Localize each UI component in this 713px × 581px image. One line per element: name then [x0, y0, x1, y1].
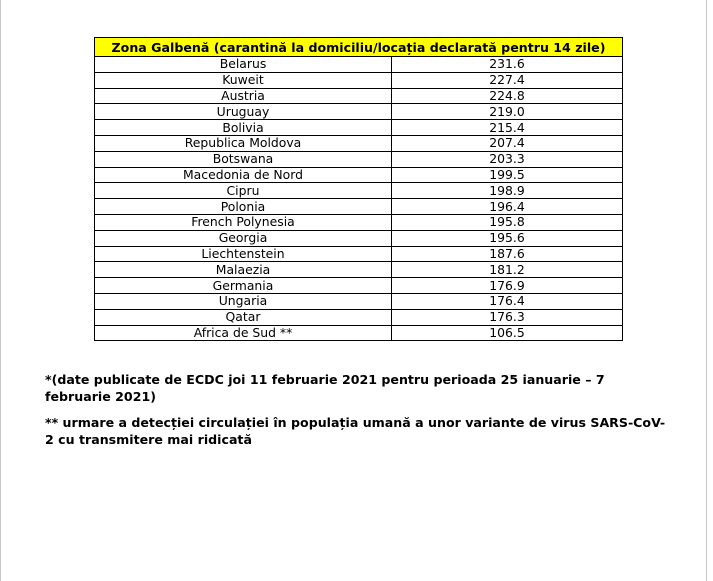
table-row: [95, 214, 623, 230]
source-footnote: *(date publicate de ECDC joi 11 februarie 2021 pentru perioada 25 ianuarie – 7 februarie 2021): [45, 372, 605, 404]
table-header-row: [95, 38, 623, 57]
country-cell: Republica Moldova: [95, 135, 392, 151]
table-row: [95, 325, 623, 341]
table-row: [95, 230, 623, 246]
table-row: [95, 293, 623, 309]
country-cell: Macedonia de Nord: [95, 167, 392, 183]
country-cell: Kuweit: [95, 72, 392, 88]
country-cell: Liechtenstein: [95, 246, 392, 262]
value-cell: 106.5: [392, 325, 623, 341]
country-cell: Qatar: [95, 309, 392, 325]
table-row: [95, 167, 623, 183]
table-row: [95, 72, 623, 88]
country-cell: Uruguay: [95, 104, 392, 120]
value-cell: 176.4: [392, 293, 623, 309]
table-row: [95, 278, 623, 294]
value-cell: 227.4: [392, 72, 623, 88]
country-cell: Georgia: [95, 230, 392, 246]
country-cell: Ungaria: [95, 293, 392, 309]
value-cell: 181.2: [392, 262, 623, 278]
country-cell: Botswana: [95, 151, 392, 167]
table-row: [95, 262, 623, 278]
country-cell: Africa de Sud **: [95, 325, 392, 341]
value-cell: 196.4: [392, 199, 623, 215]
table-row: [95, 88, 623, 104]
value-cell: 224.8: [392, 88, 623, 104]
value-cell: 231.6: [392, 57, 623, 73]
country-cell: Polonia: [95, 199, 392, 215]
country-cell: Malaezia: [95, 262, 392, 278]
value-cell: 203.3: [392, 151, 623, 167]
country-cell: Cipru: [95, 183, 392, 199]
table-row: [95, 246, 623, 262]
table-row: [95, 135, 623, 151]
page-edge-right: [706, 0, 707, 581]
country-cell: Belarus: [95, 57, 392, 73]
table-row: [95, 120, 623, 136]
yellow-zone-table: [94, 37, 623, 341]
country-cell: Bolivia: [95, 120, 392, 136]
table-row: [95, 57, 623, 73]
value-cell: 176.9: [392, 278, 623, 294]
country-cell: Austria: [95, 88, 392, 104]
value-cell: 187.6: [392, 246, 623, 262]
value-cell: 199.5: [392, 167, 623, 183]
country-cell: French Polynesia: [95, 214, 392, 230]
value-cell: 195.8: [392, 214, 623, 230]
value-cell: 219.0: [392, 104, 623, 120]
variants-footnote: ** urmare a detecției circulației în populația umană a unor variante de virus SARS-CoV-2 cu transmitere mai ridicată: [45, 415, 666, 447]
table-header: Zona Galbenă (carantină la domiciliu/locația declarată pentru 14 zile): [95, 38, 623, 57]
page-edge-left: [0, 0, 1, 581]
value-cell: 195.6: [392, 230, 623, 246]
table-row: [95, 183, 623, 199]
country-cell: Germania: [95, 278, 392, 294]
table-body: [95, 57, 623, 341]
value-cell: 215.4: [392, 120, 623, 136]
value-cell: 176.3: [392, 309, 623, 325]
table-row: [95, 199, 623, 215]
value-cell: 198.9: [392, 183, 623, 199]
value-cell: 207.4: [392, 135, 623, 151]
table-row: [95, 104, 623, 120]
table-row: [95, 309, 623, 325]
table-row: [95, 151, 623, 167]
